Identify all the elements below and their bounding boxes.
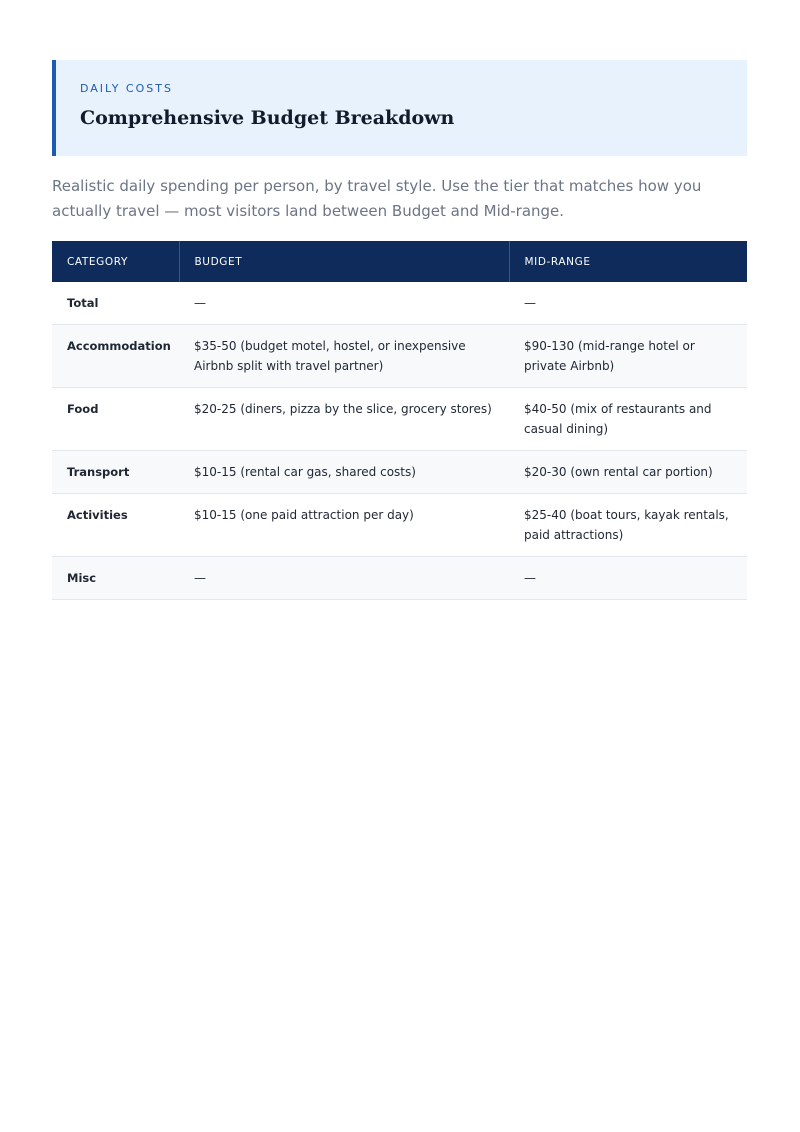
midrange-cell: — <box>509 282 747 325</box>
budget-cell: $35-50 (budget motel, hostel, or inexpensive Airbnb split with travel partner) <box>179 325 509 388</box>
section-eyebrow: DAILY COSTS <box>80 82 173 95</box>
budget-cell: — <box>179 557 509 600</box>
column-header-category: CATEGORY <box>52 241 179 282</box>
budget-cell: $20-25 (diners, pizza by the slice, grocery stores) <box>179 388 509 451</box>
table-row <box>52 451 747 494</box>
midrange-cell: — <box>509 557 747 600</box>
budget-cell: $10-15 (rental car gas, shared costs) <box>179 451 509 494</box>
category-cell: Food <box>52 388 179 451</box>
table-row <box>52 494 747 557</box>
category-cell: Transport <box>52 451 179 494</box>
budget-table <box>52 241 747 600</box>
table-row <box>52 557 747 600</box>
midrange-cell: $90-130 (mid-range hotel or private Airbnb) <box>509 325 747 388</box>
column-header-midrange: MID-RANGE <box>509 241 747 282</box>
midrange-cell: $25-40 (boat tours, kayak rentals, paid attractions) <box>509 494 747 557</box>
table-row <box>52 282 747 325</box>
table-header-row <box>52 241 747 282</box>
section-callout <box>52 60 747 156</box>
category-cell: Activities <box>52 494 179 557</box>
midrange-cell: $40-50 (mix of restaurants and casual dining) <box>509 388 747 451</box>
budget-cell: — <box>179 282 509 325</box>
midrange-cell: $20-30 (own rental car portion) <box>509 451 747 494</box>
category-cell: Misc <box>52 557 179 600</box>
section-title: Comprehensive Budget Breakdown <box>80 107 455 129</box>
table-row <box>52 325 747 388</box>
table-row <box>52 388 747 451</box>
intro-paragraph: Realistic daily spending per person, by travel style. Use the tier that matches how you actually travel — most visitors land between Budget and Mid-range. <box>52 177 702 220</box>
budget-cell: $10-15 (one paid attraction per day) <box>179 494 509 557</box>
category-cell: Accommodation <box>52 325 179 388</box>
column-header-budget: BUDGET <box>179 241 509 282</box>
category-cell: Total <box>52 282 179 325</box>
